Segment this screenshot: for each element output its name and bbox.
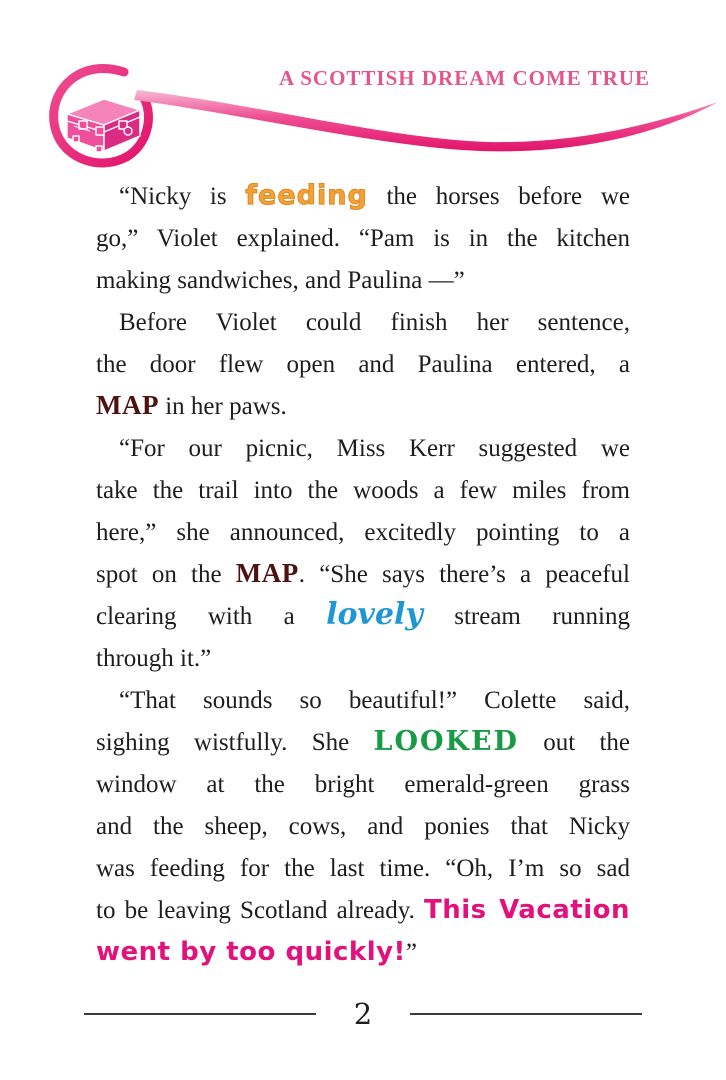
text-run: through it.”	[96, 645, 212, 672]
text-line	[96, 554, 630, 596]
styled-word-feeding: feeding	[245, 180, 368, 211]
text-run: take the trail into the woods a few miles from	[96, 477, 630, 504]
text-run: clearing with a	[96, 603, 327, 630]
styled-word-lovely: lovely	[326, 597, 423, 632]
text-line	[96, 218, 630, 260]
styled-word-map: MAP	[235, 558, 299, 588]
text-run: “For our picnic, Miss Kerr suggested we	[119, 435, 630, 462]
text-run: in her paws.	[158, 393, 287, 420]
text-line	[96, 470, 630, 512]
text-run: sighing wistfully. She	[96, 729, 374, 756]
text-line	[96, 680, 630, 722]
text-line	[96, 932, 630, 974]
text-run: ”	[405, 939, 418, 966]
text-run: was feeding for the last time. “Oh, I’m so sad	[96, 855, 630, 882]
text-run: Before Violet could finish her sentence,	[119, 309, 630, 336]
text-line	[96, 764, 630, 806]
styled-word-looked: LOOKED	[373, 726, 519, 757]
styled-word-vacation: This Vacation	[424, 895, 630, 925]
text-run: “Nicky is	[119, 183, 246, 210]
text-line	[96, 722, 630, 764]
text-run: the horses before we	[367, 183, 630, 210]
text-line	[96, 428, 630, 470]
text-line	[96, 344, 630, 386]
ribbon-swirl	[0, 0, 726, 200]
text-line	[96, 302, 630, 344]
text-line	[96, 176, 630, 218]
footer-rule-right	[410, 1013, 642, 1015]
text-run: to be leaving Scotland already.	[96, 897, 424, 924]
chapter-title: A SCOTTISH DREAM COME TRUE	[278, 66, 650, 90]
text-line	[96, 848, 630, 890]
text-run: making sandwiches, and Paulina —”	[96, 267, 465, 294]
trunk-illustration	[67, 99, 140, 152]
text-run: spot on the	[96, 561, 236, 588]
text-run: here,” she announced, excitedly pointing to a	[96, 519, 630, 546]
text-run: . “She says there’s a peaceful	[298, 561, 630, 588]
text-line	[96, 806, 630, 848]
ribbon-swoosh	[134, 90, 718, 151]
text-run: out the	[518, 729, 630, 756]
story-text	[96, 176, 630, 974]
text-line	[96, 638, 630, 680]
footer-rule-left	[84, 1013, 316, 1015]
text-run: the door flew open and Paulina entered, a	[96, 351, 630, 378]
text-line	[96, 890, 630, 932]
page-footer	[84, 996, 642, 1032]
text-run: and the sheep, cows, and ponies that Nicky	[96, 813, 630, 840]
text-line	[96, 512, 630, 554]
styled-word-map: MAP	[96, 390, 159, 420]
text-run: go,” Violet explained. “Pam is in the kitchen	[96, 225, 630, 252]
text-run: window at the bright emerald-green grass	[96, 771, 630, 798]
text-line	[96, 260, 630, 302]
text-line	[96, 596, 630, 638]
page-number: 2	[353, 996, 373, 1031]
text-line	[96, 386, 630, 428]
text-run: “That sounds so beautiful!” Colette said,	[119, 687, 630, 714]
text-run: stream running	[422, 603, 630, 630]
styled-word-vacation: went by too quickly!	[96, 937, 406, 967]
